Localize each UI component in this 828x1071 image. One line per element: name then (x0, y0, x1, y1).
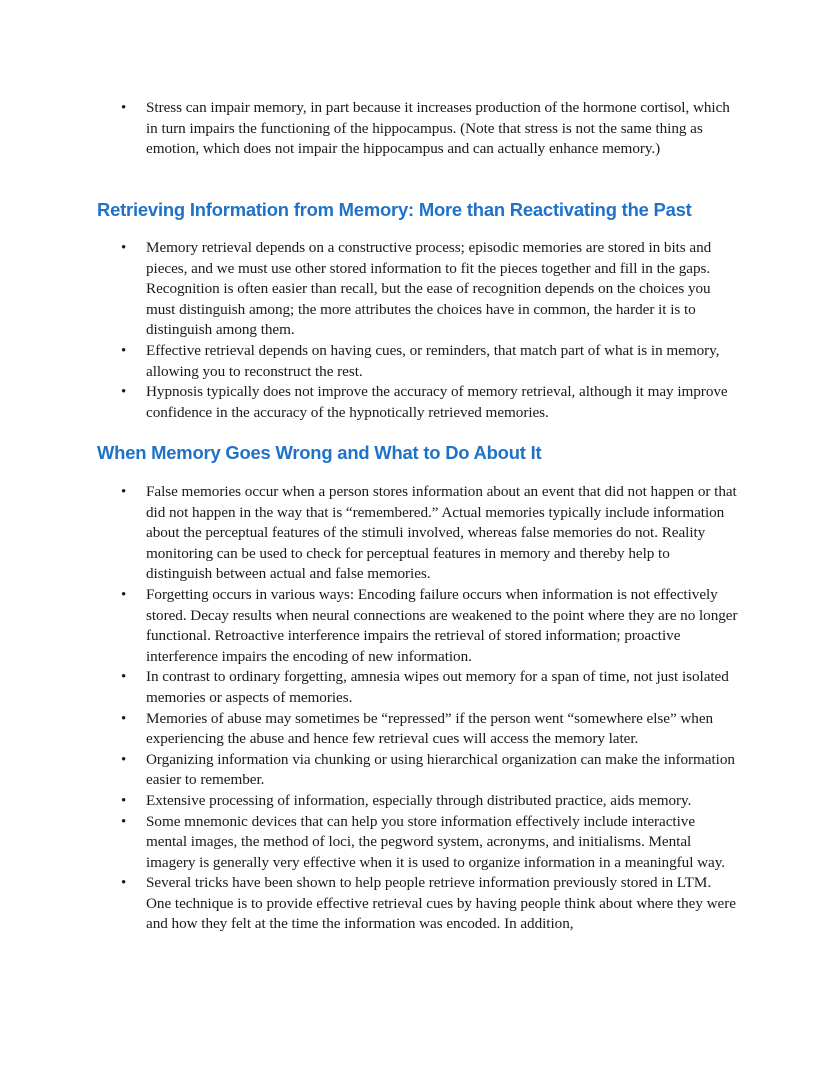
list-item-text: False memories occur when a person stores information about an event that did not happen or that did not happen in the way that is “remembered.” Actual memories typically include information about the perceptual features of the stimuli involved, whereas false memories do not. Reality monitoring can be used to check for perceptual features in memory and thereby help to distinguish between actual and false memories. (146, 483, 737, 583)
list-item-text: Stress can impair memory, in part because it increases production of the hormone cortisol, which in turn impairs the functioning of the hippocampus. (Note that stress is not the same thing as emotion, which does not impair the hippocampus and can actually enhance memory.) (146, 99, 730, 158)
stress-bullet-list (118, 98, 738, 160)
list-item (118, 382, 738, 423)
list-item-text: In contrast to ordinary forgetting, amnesia wipes out memory for a span of time, not just isolated memories or aspects of memories. (146, 668, 729, 706)
list-item (118, 341, 738, 382)
bullet-icon: • (121, 100, 127, 116)
bullet-icon: • (121, 792, 127, 809)
list-item (118, 482, 738, 585)
section-heading-retrieving-information: Retrieving Information from Memory: More than Reactivating the Past (97, 199, 692, 220)
list-item-text: Memory retrieval depends on a constructive process; episodic memories are stored in bits and pieces, and we must use other stored information to fit the pieces together and fill in the gaps. Recognition is often easier than recall, but the ease of recognition depends on the choices you must distinguish among; the more attributes the choices have in common, the harder it is to distinguish among them. (146, 239, 712, 339)
bullet-icon: • (121, 240, 127, 256)
list-item-text: Some mnemonic devices that can help you store information effectively include interactive mental images, the method of loci, the pegword system, acronyms, and initialisms. Mental imagery is generally very effective when it is used to organize information in a meaningful way. (146, 812, 726, 871)
bullet-icon: • (121, 751, 127, 768)
bullet-icon: • (121, 586, 127, 603)
list-item-text: Extensive processing of information, especially through distributed practice, aids memory. (146, 791, 692, 809)
bullet-icon: • (121, 710, 127, 727)
section-heading-memory-goes-wrong: When Memory Goes Wrong and What to Do About It (97, 442, 542, 463)
list-item-text: Effective retrieval depends on having cues, or reminders, that match part of what is in memory, allowing you to reconstruct the rest. (146, 341, 720, 380)
bullet-icon: • (121, 384, 127, 401)
list-item-text: Hypnosis typically does not improve the accuracy of memory retrieval, although it may improve confidence in the accuracy of the hypnotically retrieved memories. (146, 383, 728, 421)
list-item-text: Forgetting occurs in various ways: Encoding failure occurs when information is not effectively stored. Decay results when neural connections are weakened to the point where they are no longer functional. Retroactive interference impairs the retrieval of stored information; proactive interference impairs the encoding of new information. (146, 585, 738, 665)
bullet-icon: • (121, 342, 127, 359)
list-item (118, 791, 738, 812)
bullet-icon: • (121, 484, 127, 500)
list-item-text: Organizing information via chunking or using hierarchical organization can make the information easier to remember. (146, 750, 735, 789)
bullet-icon: • (121, 875, 127, 892)
bullet-icon: • (121, 669, 127, 686)
list-item (118, 238, 738, 341)
list-item (118, 750, 738, 791)
list-item (118, 873, 738, 935)
list-item-text: Memories of abuse may sometimes be “repressed” if the person went “somewhere else” when experiencing the abuse and hence few retrieval cues will access the memory later. (146, 709, 714, 748)
list-item (118, 812, 738, 874)
list-item (118, 667, 738, 708)
memory-wrong-bullet-list (118, 482, 738, 935)
retrieving-bullet-list (118, 238, 738, 423)
bullet-icon: • (121, 813, 127, 830)
list-item (118, 585, 738, 667)
list-item-text: Several tricks have been shown to help people retrieve information previously stored in LTM. One technique is to provide effective retrieval cues by having people think about where they were and how they felt at the time the information was encoded. In addition, (146, 874, 736, 933)
list-item (118, 709, 738, 750)
list-item (118, 98, 738, 160)
